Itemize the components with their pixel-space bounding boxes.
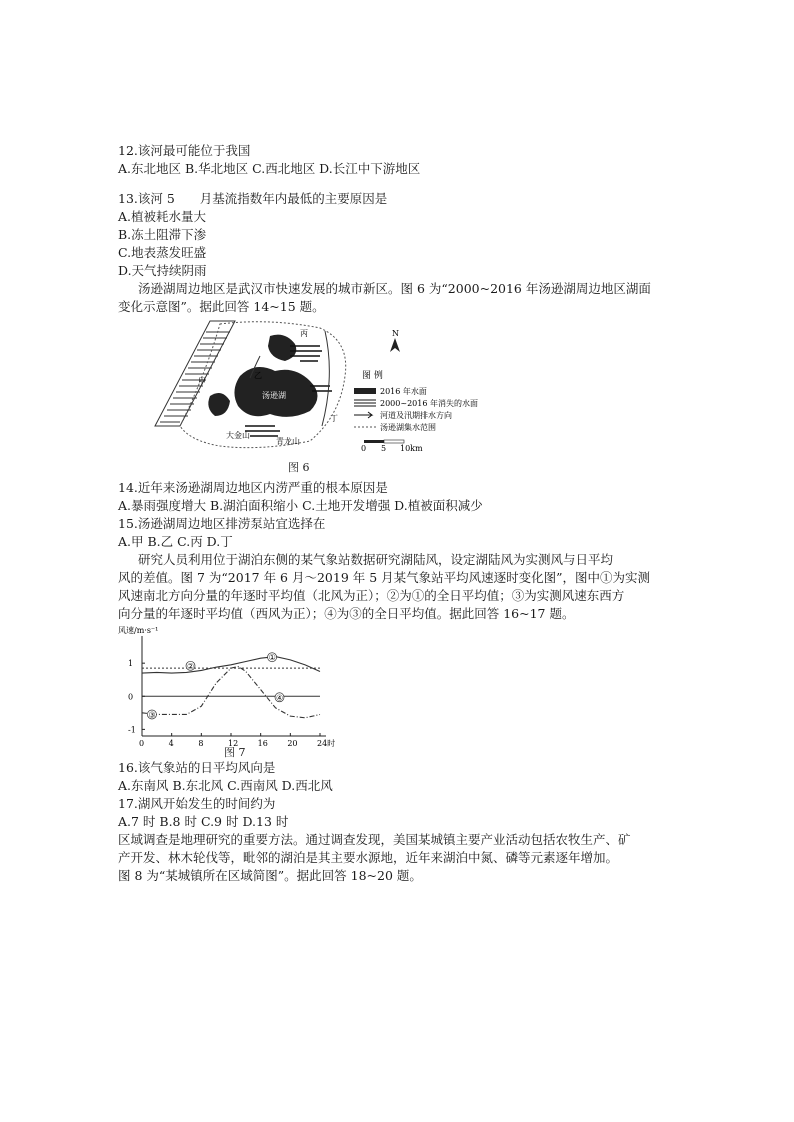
intro16-line3: 风速南北方向分量的年逐时平均值（北风为正）；②为①的全日平均值；③为实测风速东西方 xyxy=(118,588,625,603)
figure7-caption: 图 7 xyxy=(224,746,246,759)
legend-title: 图 例 xyxy=(362,371,383,381)
series-line xyxy=(142,666,320,720)
x-tick-label: 12 xyxy=(228,739,239,748)
legend-item-3: 汤逊湖集水范围 xyxy=(380,423,436,432)
q16-stem: 16.该气象站的日平均风向是 xyxy=(118,760,276,775)
scale-5: 5 xyxy=(381,444,387,453)
x-tick-label: 0 xyxy=(139,739,145,748)
q13-option-b: B.冻土阻滞下渗 xyxy=(118,227,207,242)
scale-bar-seg1 xyxy=(364,440,384,443)
chart-axes xyxy=(142,636,326,736)
figure6-caption: 图 6 xyxy=(288,461,310,474)
y-tick-label: 0 xyxy=(128,692,134,702)
label-tangxun-lake: 汤逊湖 xyxy=(262,391,286,400)
q13-option-d: D.天气持续阴雨 xyxy=(118,263,207,278)
q16-options: A.东南风 B.东北风 C.西南风 D.西北风 xyxy=(118,778,333,793)
intro16-line1: 研究人员利用位于湖泊东侧的某气象站数据研究湖陆风，设定湖陆风为实测风与日平均 xyxy=(138,552,614,567)
legend-swatch-water-2016 xyxy=(354,388,376,394)
intro14-line1: 汤逊湖周边地区是武汉市快速发展的城市新区。图 6 为“2000~2016 年汤逊湖周边地区湖面 xyxy=(138,281,651,296)
intro14-line2: 变化示意图”。据此回答 14~15 题。 xyxy=(118,299,325,314)
y-tick-label: -1 xyxy=(128,725,136,735)
series-label: ③ xyxy=(148,710,156,720)
label-dajinshan: 大金山 xyxy=(226,431,250,440)
lake-north xyxy=(268,335,296,361)
x-tick-label: 20 xyxy=(287,739,298,748)
intro16-line4: 向分量的年逐时平均值（西风为正）；④为③的全日平均值。据此回答 16~17 题。 xyxy=(118,606,575,621)
q12-options: A.东北地区 B.华北地区 C.西北地区 D.长江中下游地区 xyxy=(118,161,421,176)
series-label: ④ xyxy=(276,693,284,703)
q15-options: A.甲 B.乙 C.丙 D.丁 xyxy=(118,534,233,549)
figure7-chart xyxy=(116,624,356,756)
q15-stem: 15.汤逊湖周边地区排涝泵站宜选择在 xyxy=(118,516,326,531)
label-yi: 乙 xyxy=(254,371,262,380)
q14-stem: 14.近年来汤逊湖周边地区内涝严重的根本原因是 xyxy=(118,480,388,495)
legend-swatch-drain-arrow xyxy=(354,412,372,418)
legend-item-1: 2000~2016 年消失的水面 xyxy=(380,399,478,408)
label-ding: 丁 xyxy=(330,414,338,423)
chart-ylabel: 风速/m·s⁻¹ xyxy=(118,626,159,635)
q13-option-c: C.地表蒸发旺盛 xyxy=(118,245,207,260)
legend-item-2: 河道及汛期排水方向 xyxy=(380,411,452,420)
x-tick-label: 16 xyxy=(257,739,268,748)
drain-channel xyxy=(322,331,329,426)
x-tick-label: 4 xyxy=(168,739,174,748)
q17-options: A.7 时 B.8 时 C.9 时 D.13 时 xyxy=(118,814,289,829)
series-line xyxy=(142,657,320,674)
intro18-line3: 图 8 为“某城镇所在区域简图”。据此回答 18~20 题。 xyxy=(118,868,422,883)
chart-series xyxy=(142,657,320,718)
q12-stem: 12.该河最可能位于我国 xyxy=(118,143,251,158)
q17-stem: 17.湖风开始发生的时间约为 xyxy=(118,796,276,811)
series-label: ① xyxy=(268,653,276,663)
intro18-line2: 产开发、林木轮伐等，毗邻的湖泊是其主要水源地，近年来湖泊中氮、磷等元素逐年增加。 xyxy=(118,850,619,865)
x-tick-label: 24时 xyxy=(317,739,336,748)
legend-item-0: 2016 年水面 xyxy=(380,387,427,396)
label-qinglongshan: 青龙山 xyxy=(276,437,300,446)
q13-stem: 13.该河 5 月基流指数年内最低的主要原因是 xyxy=(118,191,388,206)
lake-west xyxy=(208,393,230,416)
label-bing: 丙 xyxy=(300,329,308,338)
intro16-line2: 风的差值。图 7 为“2017 年 6 月～2019 年 5 月某气象站平均风速逐时变化图”，图中①为实测 xyxy=(118,570,651,585)
legend-swatch-lost-water xyxy=(354,400,376,406)
north-label: N xyxy=(392,329,399,338)
scale-bar-seg2 xyxy=(384,440,404,443)
q14-options: A.暴雨强度增大 B.湖泊面积缩小 C.土地开发增强 D.植被面积减少 xyxy=(118,498,483,513)
scale-10: 10km xyxy=(400,444,423,453)
chart-series-labels xyxy=(147,653,284,720)
label-jia: 甲 xyxy=(198,377,206,386)
y-tick-label: 1 xyxy=(128,659,134,669)
figure6-map xyxy=(150,316,478,454)
intro18-line1: 区域调查是地理研究的重要方法。通过调查发现，美国某城镇主要产业活动包括农牧生产、矿 xyxy=(118,832,631,847)
q13-option-a: A.植被耗水量大 xyxy=(118,209,207,224)
x-tick-label: 8 xyxy=(198,739,204,748)
north-arrow-icon xyxy=(390,338,400,352)
series-label: ② xyxy=(187,661,195,671)
scale-0: 0 xyxy=(361,444,367,453)
